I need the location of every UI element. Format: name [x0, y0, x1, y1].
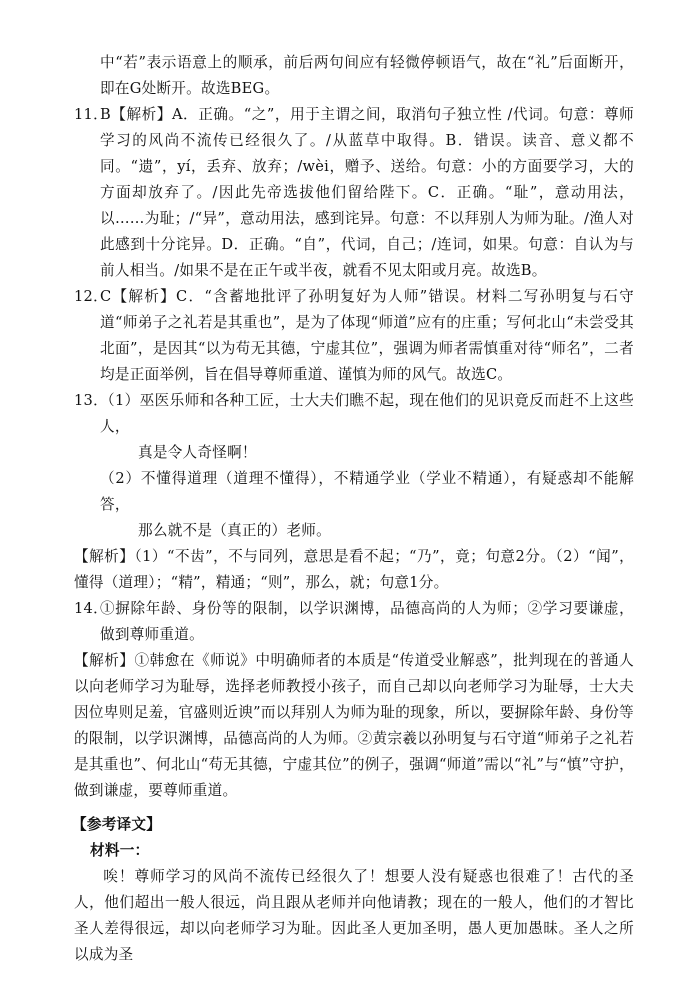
reference-translation-heading: 【参考译文】 — [72, 816, 162, 833]
answer-14-analysis: 【解析】①韩愈在《师说》中明确师者的本质是“传道受业解惑”，批判现在的普通人以向老师学习为耻辱，选择老师教授小孩子，而自己却以向老师学习为耻辱，士大夫因位卑则足羞，官盛则近谀”而以拜别人为师为耻的现象，所以，要摒除年龄、身份等的限制，以学识渊博，品德高尚的人为师。②黄宗羲以孙明复与石守道“师弟子之礼若是其重也”、何北山“苟无其德，宁虚其位”的例子，强调“师道”需以“礼”与“慎”守护，做到谦虚，要尊师重道。 — [74, 652, 634, 799]
answer-14-text: ①摒除年龄、身份等的限制，以学识渊博，品德高尚的人为师；②学习要谦虚，做到尊师重道。 — [100, 600, 634, 643]
answer-13-body — [100, 388, 634, 544]
material-1-label: 材料一： — [90, 842, 150, 859]
answer-13 — [74, 388, 634, 544]
answer-13-part-1: （1）巫医乐师和各种工匠，士大夫们瞧不起，现在他们的见识竟反而赶不上这些人， — [100, 392, 634, 435]
answer-13-part-2-cont — [100, 518, 634, 544]
answer-13-part-1-cont — [100, 440, 634, 466]
answer-14 — [74, 596, 634, 648]
answer-12-text: C【解析】C．“含蓄地批评了孙明复好为人师”错误。材料二写孙明复与石守道“师弟子之礼若是其重也”，是为了体现“师道”应有的庄重；写何北山“未尝受其北面”，是因其“以为苟无其德，宁虚其位”，强调为师者需慎重对待“师名”，二者均是正面举例，旨在倡导尊师重道、谨慎为师的风气。故选C。 — [100, 288, 634, 383]
answer-10-continuation: 中“若”表示语意上的顺承，前后两句间应有轻微停顿语气，故在“礼”后面断开，即在G处断开。故选BEG。 — [100, 54, 634, 97]
answer-11 — [74, 102, 634, 284]
translation-paragraph: 唉！尊师学习的风尚不流传已经很久了！想要人没有疑惑也很难了！古代的圣人，他们超出一般人很远，尚且跟从老师并向他请教；现在的一般人，他们的才智比圣人差得很远，却以向老师学习为耻。因此圣人更加圣明，愚人更加愚昧。圣人之所以成为圣 — [74, 868, 634, 963]
question-number-13: 13． — [74, 392, 108, 409]
answer-13-part-1-end: 真是令人奇怪啊！ — [138, 444, 257, 461]
question-number-11: 11． — [74, 106, 108, 123]
answer-13-part-2-end: 那么就不是（真正的）老师。 — [138, 522, 331, 539]
answer-11-text: B【解析】A．正确。“之”，用于主谓之间，取消句子独立性 /代词。句意：尊师学习的风尚不流传已经很久了。/从蓝草中取得。B．错误。读音、意义都不同。“遗”，yí，丢弃、放弃；/wèi，赠予、送给。句意：小的方面要学习，大的方面却放弃了。/因此先帝选拔他们留给陛下。C．正确。“耻”，意动用法，以……为耻；/“异”，意动用法，感到诧异。句意：不以拜别人为师为耻。/渔人对此感到十分诧异。D．正确。“自”，代词，自己；/连词，如果。句意：自认为与前人相当。/如果不是在正午或半夜，就看不见太阳或月亮。故选B。 — [100, 106, 634, 279]
answer-13-analysis: 【解析】（1）“不齿”，不与同列，意思是看不起；“乃”，竟；句意2分。（2）“闻”，懂得（道理）；“精”，精通；“则”，那么，就；句意1分。 — [74, 548, 634, 591]
question-number-14: 14． — [74, 600, 108, 617]
question-number-12: 12． — [74, 288, 108, 305]
answer-12 — [74, 284, 634, 388]
answer-13-part-2: （2）不懂得道理（道理不懂得），不精通学业（学业不精通），有疑惑却不能解答， — [100, 470, 634, 513]
